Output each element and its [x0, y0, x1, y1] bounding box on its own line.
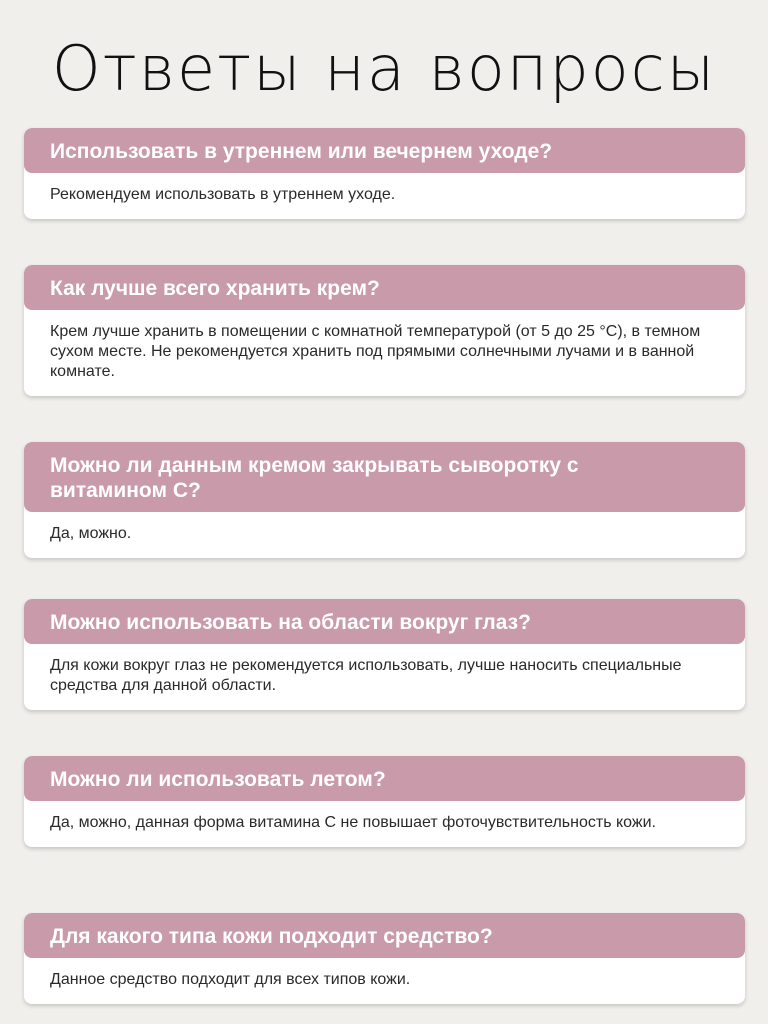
- faq-question: Для какого типа кожи подходит средство?: [24, 913, 745, 958]
- faq-card-summer: [24, 756, 745, 847]
- faq-question: Можно ли использовать летом?: [24, 756, 745, 801]
- faq-question: Можно использовать на области вокруг глаз?: [24, 599, 745, 644]
- faq-card-skin-type: [24, 913, 745, 1004]
- page-title: Ответы на вопросы: [51, 32, 717, 105]
- faq-answer: Рекомендуем использовать в утреннем уходе.: [50, 186, 396, 203]
- faq-answer: Да, можно.: [50, 525, 132, 542]
- faq-answer: Да, можно, данная форма витамина С не повышает фоточувствительность кожи.: [50, 814, 656, 831]
- faq-question: Использовать в утреннем или вечернем уходе?: [24, 128, 745, 173]
- faq-card-vitamin-c-serum: [24, 442, 745, 558]
- faq-question: Можно ли данным кремом закрывать сыворотку с витамином С?: [24, 442, 745, 512]
- faq-question: Как лучше всего хранить крем?: [24, 265, 745, 310]
- faq-card-storage: [24, 265, 745, 396]
- faq-card-morning-evening: [24, 128, 745, 219]
- faq-card-eye-area: [24, 599, 745, 710]
- faq-answer: Данное средство подходит для всех типов кожи.: [50, 971, 411, 988]
- faq-answer: Для кожи вокруг глаз не рекомендуется использовать, лучше наносить специальные средства для данной области.: [50, 657, 682, 694]
- faq-answer: Крем лучше хранить в помещении с комнатной температурой (от 5 до 25 °С), в темном сухом месте. Не рекомендуется хранить под прямыми солнечными лучами и в ванной комнате.: [50, 323, 701, 380]
